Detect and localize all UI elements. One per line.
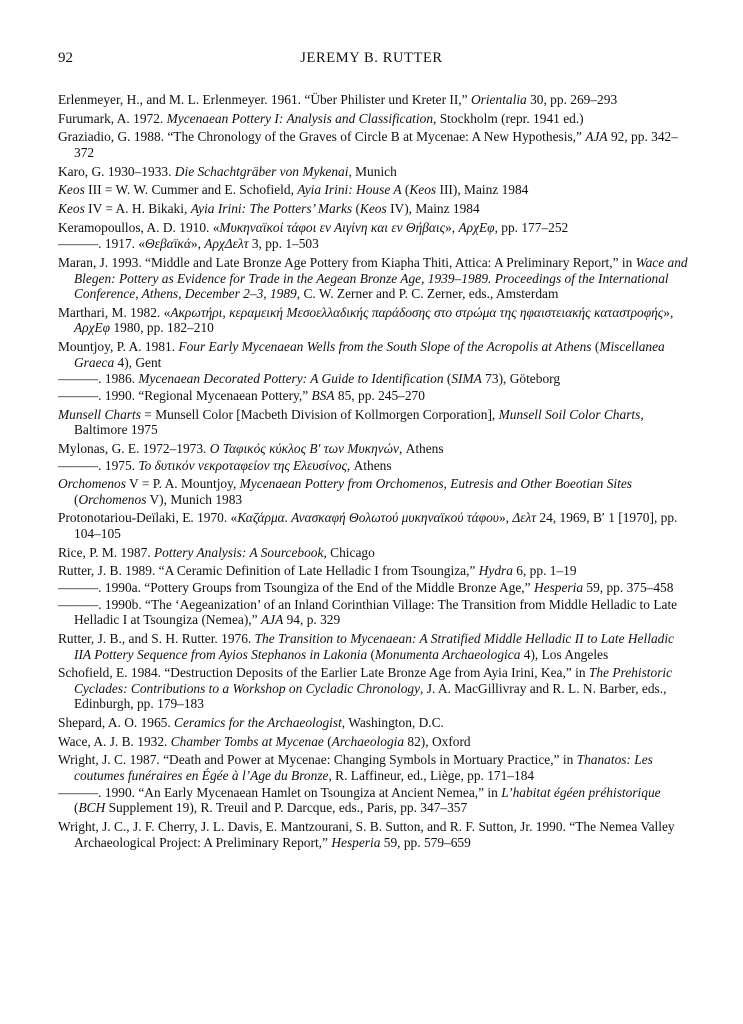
reference-entry — [58, 631, 692, 662]
reference-entry — [58, 129, 692, 160]
reference-italic-text: ΑρχΕφ — [74, 320, 111, 336]
reference-entry — [58, 164, 692, 180]
running-head: JEREMY B. RUTTER — [300, 50, 443, 66]
reference-italic-text: AJA — [260, 612, 284, 628]
reference-italic-text: Το δυτικόν νεκροταφείον της Ελευσίνος — [138, 457, 347, 473]
reference-text: ———. 1990b. “The ‘Aegeanization’ of an Inland Corinthian Village: The Transition from Middle Helladic to Late Helladic I at Tsoungiza (Nemea),” — [58, 596, 678, 628]
reference-text: Graziadio, G. 1988. “The Chronology of the Graves of Circle B at Mycenae: A New Hypothesis,” — [58, 129, 586, 145]
reference-entry — [58, 441, 692, 457]
reference-italic-text: Ayia Irini: The Potters’ Marks — [190, 201, 353, 217]
reference-italic-text: Ayia Irini: House A — [297, 182, 402, 198]
reference-text: 6, pp. 1–19 — [512, 563, 577, 579]
reference-text: Rutter, J. B., and S. H. Rutter. 1976. — [58, 630, 255, 646]
reference-text: ———. 1990. “Regional Mycenaean Pottery,” — [58, 387, 312, 403]
reference-italic-text: Miscellanea Graeca — [74, 339, 665, 370]
reference-italic-text: Munsell Charts — [58, 406, 141, 422]
reference-italic-text: BCH — [78, 800, 106, 816]
reference-entry — [58, 563, 692, 579]
reference-text: 73), Göteborg — [481, 371, 561, 387]
reference-italic-text: Wace and Blegen: Pottery as Evidence for Trade in the Aegean Bronze Age, 1939–1989. Proceedings of the International Conference, Athens, December 2–3, 1989 — [74, 255, 688, 302]
reference-italic-text: Orientalia — [470, 92, 527, 107]
reference-entry — [58, 476, 692, 507]
reference-text: Rice, P. M. 1987. — [58, 544, 154, 560]
reference-entry — [58, 92, 692, 108]
reference-entry — [58, 580, 692, 596]
reference-text: = Munsell Color [Macbeth Division of Kollmorgen Corporation], — [140, 406, 499, 422]
reference-italic-text: Archaeologia — [331, 733, 405, 749]
reference-list — [58, 92, 692, 853]
reference-italic-text: AJA — [585, 129, 608, 145]
reference-entry — [58, 458, 692, 474]
reference-text: 92, pp. 342–372 — [74, 129, 678, 160]
reference-text: Supplement 19), R. Treuil and P. Darcque, eds., Paris, pp. 347–357 — [105, 800, 468, 816]
reference-text: 59, pp. 579–659 — [380, 834, 471, 850]
reference-italic-text: Keos — [359, 201, 387, 217]
reference-text: ———. 1986. — [58, 371, 139, 387]
reference-italic-text: Καζάρμα. Ανασκαφή Θολωτού μυκηναϊκού τάφου — [237, 510, 499, 526]
reference-text: 85, pp. 245–270 — [334, 387, 425, 403]
reference-text: Schofield, E. 1984. “Destruction Deposits of the Earlier Late Bronze Age from Ayia Irini, Kea,” in — [58, 665, 589, 681]
reference-text: Karo, G. 1930–1933. — [58, 163, 175, 179]
reference-text: 59, pp. 375–458 — [583, 580, 674, 596]
reference-text: , R. Laffineur, ed., Liège, pp. 171–184 — [328, 768, 535, 784]
reference-text: , Munich — [348, 163, 397, 179]
reference-entry — [58, 734, 692, 750]
reference-italic-text: L’habitat égéen préhistorique — [501, 784, 661, 800]
reference-text: III), Mainz 1984 — [436, 182, 529, 198]
reference-text: IV), Mainz 1984 — [386, 201, 480, 217]
reference-entry — [58, 407, 692, 438]
reference-italic-text: Μυκηναϊκοί τάφοι εν Αιγίνη και εν Θήβαις — [219, 219, 446, 235]
reference-entry — [58, 597, 692, 628]
reference-text: 4), Los Angeles — [520, 646, 609, 662]
reference-text: ( — [352, 201, 360, 217]
reference-italic-text: Ακρωτήρι, κεραμεική Μεσοελλαδικής παράδοσης στο στρώμα της ηφαιστειακής καταστροφής — [170, 304, 664, 320]
reference-text: ( — [323, 733, 332, 749]
reference-entry — [58, 715, 692, 731]
reference-italic-text: Mycenaean Decorated Pottery: A Guide to Identification — [138, 371, 444, 387]
reference-text: Rutter, J. B. 1989. “A Ceramic Definition of Late Helladic I from Tsoungiza,” — [58, 563, 479, 579]
reference-italic-text: Mycenaean Pottery I: Analysis and Classification — [166, 110, 434, 126]
reference-text: , Stockholm (repr. 1941 ed.) — [433, 110, 584, 126]
reference-entry — [58, 236, 692, 252]
reference-text: Maran, J. 1993. “Middle and Late Bronze Age Pottery from Kiapha Thiti, Attica: A Preliminary Report,” in — [58, 255, 636, 270]
reference-italic-text: Θεβαϊκά — [145, 236, 191, 252]
reference-italic-text: Orchomenos — [58, 476, 126, 492]
reference-text: IV = A. H. Bikaki, — [84, 201, 191, 217]
reference-italic-text: Hesperia — [331, 834, 381, 850]
reference-text: III = W. W. Cummer and E. Schofield, — [84, 182, 298, 198]
reference-italic-text: Four Early Mycenaean Wells from the South Slope of the Acropolis at Athens — [178, 339, 592, 355]
page-number: 92 — [58, 50, 73, 66]
reference-text: , J. A. MacGillivray and R. L. N. Barber, eds., Edinburgh, pp. 179–183 — [74, 680, 667, 712]
reference-entry — [58, 305, 692, 336]
reference-text: Marthari, M. 1982. « — [58, 304, 171, 320]
reference-italic-text: Keos — [409, 182, 437, 198]
reference-entry — [58, 371, 692, 387]
reference-text: Shepard, A. O. 1965. — [58, 715, 175, 731]
reference-entry — [58, 819, 692, 850]
page-header — [58, 50, 685, 72]
reference-entry — [58, 388, 692, 404]
reference-entry — [58, 111, 692, 127]
reference-italic-text: The Transition to Mycenaean: A Stratified Middle Helladic II to Late Helladic IIA Pottery Sequence from Ayios Stephanos in Lakonia — [74, 630, 675, 662]
reference-text: ( — [591, 339, 600, 355]
reference-entry — [58, 752, 692, 783]
reference-text: ( — [74, 491, 79, 507]
reference-text: Mylonas, G. E. 1972–1973. — [58, 440, 210, 456]
reference-italic-text: Hesperia — [533, 580, 584, 596]
reference-text: , Baltimore 1975 — [74, 406, 644, 438]
reference-italic-text: Keos — [58, 201, 85, 217]
reference-entry — [58, 255, 692, 302]
reference-text: », — [663, 304, 674, 320]
reference-italic-text: Ceramics for the Archaeologist — [174, 715, 342, 731]
reference-text: Keramopoullos, A. D. 1910. « — [58, 219, 220, 235]
reference-text: 82), Oxford — [404, 733, 471, 749]
reference-entry — [58, 220, 692, 236]
reference-text: 4), Gent — [114, 354, 162, 370]
reference-text: , Athens — [346, 457, 392, 473]
reference-text: , Chicago — [323, 544, 375, 560]
reference-text: 30, pp. 269–293 — [526, 92, 618, 107]
reference-text: V = P. A. Mountjoy, — [125, 476, 240, 492]
reference-italic-text: Keos — [58, 182, 85, 198]
reference-text: ———. 1990a. “Pottery Groups from Tsoungiza of the End of the Middle Bronze Age,” — [58, 580, 534, 596]
reference-text: Wace, A. J. B. 1932. — [58, 733, 171, 749]
reference-italic-text: Monumenta Archaeologica — [375, 646, 521, 662]
reference-italic-text: Hydra — [478, 563, 513, 579]
reference-italic-text: Pottery Analysis: A Sourcebook — [153, 544, 324, 560]
reference-entry — [58, 339, 692, 370]
reference-text: Wright, J. C., J. F. Cherry, J. L. Davis, E. Mantzourani, S. B. Sutton, and R. F. Sutton, Jr. 1990. “The Nemea Valley Archaeological Project: A Preliminary Report,” — [58, 818, 675, 850]
reference-text: , Washington, D.C. — [341, 715, 444, 731]
reference-italic-text: Die Schachtgräber von Mykenai — [174, 163, 349, 179]
reference-text: , pp. 177–252 — [494, 219, 569, 235]
reference-italic-text: Chamber Tombs at Mycenae — [170, 733, 324, 749]
reference-italic-text: BSA — [311, 387, 335, 403]
reference-text: Mountjoy, P. A. 1981. — [58, 339, 179, 355]
reference-text: 24, 1969, Β′ 1 [1970], pp. 104–105 — [74, 510, 678, 542]
reference-italic-text: Orchomenos — [78, 491, 147, 507]
reference-text: ———. 1990. “An Early Mycenaean Hamlet on Tsoungiza at Ancient Nemea,” in — [58, 784, 502, 800]
reference-text: Erlenmeyer, H., and M. L. Erlenmeyer. 1961. “Über Philister und Kreter II,” — [58, 92, 471, 107]
reference-italic-text: Δελτ — [512, 510, 537, 526]
reference-italic-text: Ο Ταφικός κύκλος Β′ των Μυκηνών — [209, 440, 399, 456]
reference-text: », — [445, 219, 459, 235]
reference-text: ( — [74, 800, 79, 816]
reference-entry — [58, 182, 692, 198]
reference-entry — [58, 545, 692, 561]
reference-italic-text: Thanatos: Les coutumes funéraires en Égée à l’Age du Bronze — [74, 752, 653, 784]
reference-italic-text: ΑρχΔελτ — [204, 236, 249, 252]
reference-text: V), Munich 1983 — [146, 491, 243, 507]
reference-italic-text: Munsell Soil Color Charts — [498, 406, 641, 422]
reference-text: 3, pp. 1–503 — [248, 236, 319, 252]
reference-entry — [58, 785, 692, 816]
reference-text: , Athens — [398, 440, 444, 456]
reference-entry — [58, 510, 692, 541]
reference-text: », — [190, 236, 205, 252]
reference-text: ( — [401, 182, 410, 198]
reference-entry — [58, 665, 692, 712]
reference-text: ( — [443, 371, 452, 387]
reference-text: ———. 1917. « — [58, 236, 146, 252]
reference-text: , C. W. Zerner and P. C. Zerner, eds., Amsterdam — [296, 286, 559, 302]
reference-text: ( — [367, 646, 375, 662]
reference-text: 1980, pp. 182–210 — [110, 320, 214, 336]
reference-italic-text: ΑρχΕφ — [458, 219, 495, 235]
reference-italic-text: SIMA — [451, 371, 482, 387]
reference-italic-text: The Prehistoric Cyclades: Contributions to a Workshop on Cycladic Chronology — [74, 665, 673, 696]
reference-text: 94, p. 329 — [283, 612, 341, 628]
reference-text: Furumark, A. 1972. — [58, 110, 167, 126]
reference-text: Protonotariou-Deïlaki, E. 1970. « — [58, 510, 238, 526]
reference-text: », — [498, 510, 513, 526]
reference-entry — [58, 201, 692, 217]
reference-text: Wright, J. C. 1987. “Death and Power at Mycenae: Changing Symbols in Mortuary Practice,” in — [58, 752, 577, 768]
reference-italic-text: Mycenaean Pottery from Orchomenos, Eutresis and Other Boeotian Sites — [239, 476, 632, 492]
reference-text: ———. 1975. — [58, 457, 139, 473]
